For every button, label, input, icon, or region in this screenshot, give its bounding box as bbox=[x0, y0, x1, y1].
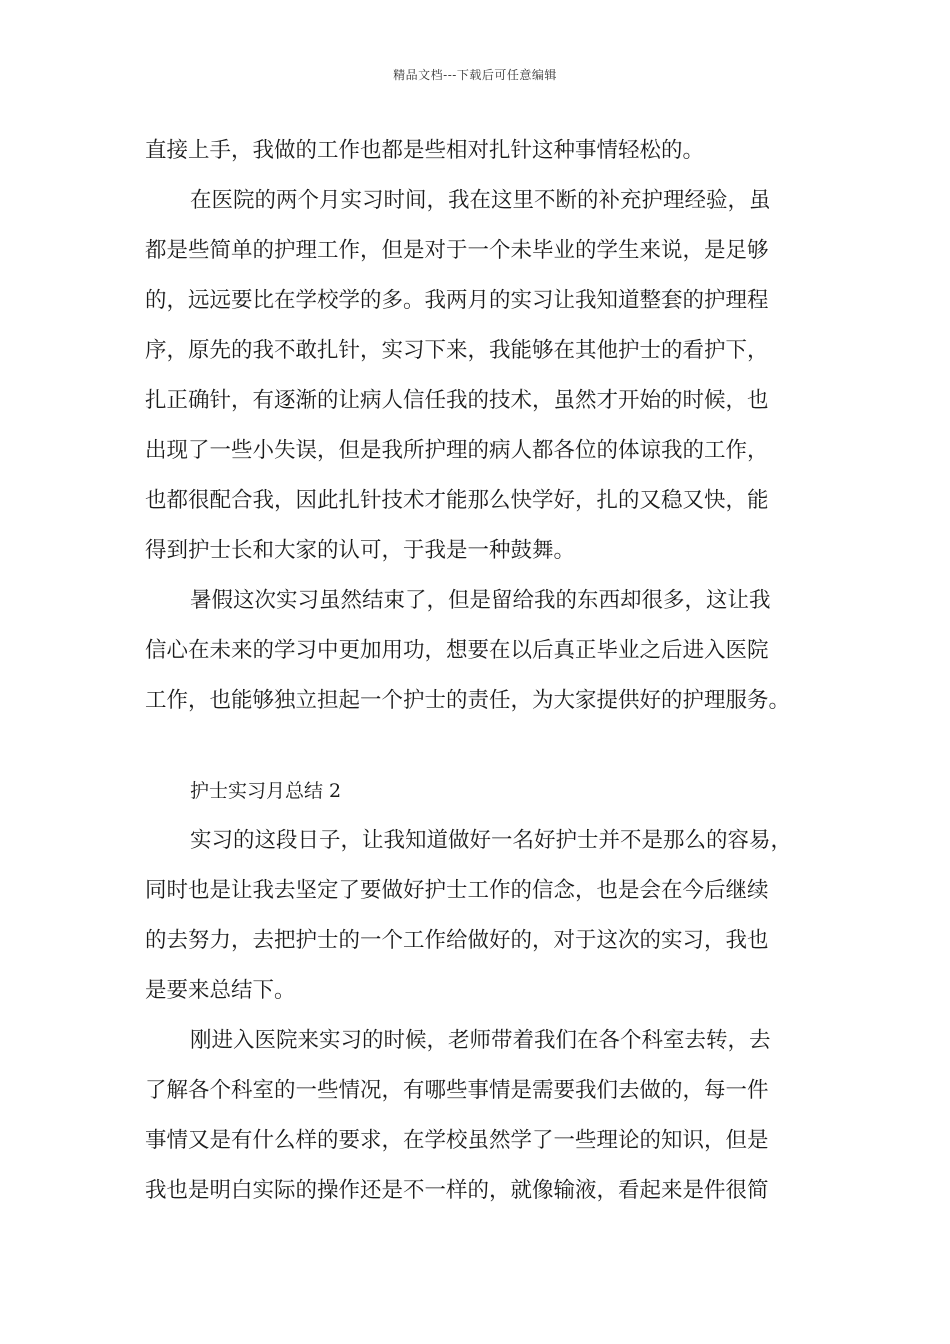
section-gap bbox=[145, 726, 815, 766]
text-line: 刚进入医院来实习的时候，老师带着我们在各个科室去转，去 bbox=[190, 1028, 771, 1053]
text-line: 暑假这次实习虽然结束了，但是留给我的东西却很多，这让我 bbox=[190, 588, 771, 613]
text-line: 在医院的两个月实习时间，我在这里不断的补充护理经验，虽 bbox=[190, 188, 771, 213]
paragraph-4 bbox=[145, 816, 815, 1016]
text-line: 的去努力，去把护士的一个工作给做好的，对于这次的实习，我也 bbox=[145, 928, 769, 953]
text-line: 是要来总结下。 bbox=[145, 978, 296, 1003]
text-line: 了解各个科室的一些情况，有哪些事情是需要我们去做的，每一件 bbox=[145, 1078, 769, 1103]
text-line: 直接上手，我做的工作也都是些相对扎针这种事情轻松的。 bbox=[145, 138, 705, 163]
text-line: 出现了一些小失误，但是我所护理的病人都各位的体谅我的工作， bbox=[145, 438, 769, 463]
text-line: 的，远远要比在学校学的多。我两月的实习让我知道整套的护理程 bbox=[145, 288, 769, 313]
text-line: 信心在未来的学习中更加用功，想要在以后真正毕业之后进入医院 bbox=[145, 638, 769, 663]
paragraph-2 bbox=[145, 176, 815, 576]
document-body bbox=[145, 126, 815, 1216]
text-line: 同时也是让我去坚定了要做好护士工作的信念，也是会在今后继续 bbox=[145, 878, 769, 903]
text-line: 序，原先的我不敢扎针，实习下来，我能够在其他护士的看护下， bbox=[145, 338, 769, 363]
text-line: 都是些简单的护理工作，但是对于一个未毕业的学生来说，是足够 bbox=[145, 238, 769, 263]
text-line: 扎正确针，有逐渐的让病人信任我的技术，虽然才开始的时候，也 bbox=[145, 388, 769, 413]
section-title: 护士实习月总结 2 bbox=[190, 780, 342, 802]
text-line: 得到护士长和大家的认可，于我是一种鼓舞。 bbox=[145, 538, 576, 563]
paragraph-1 bbox=[145, 126, 815, 176]
paragraph-3 bbox=[145, 576, 815, 726]
paragraph-5 bbox=[145, 1016, 815, 1216]
text-line: 实习的这段日子，让我知道做好一名好护士并不是那么的容易， bbox=[190, 828, 793, 853]
text-line: 也都很配合我，因此扎针技术才能那么快学好，扎的又稳又快，能 bbox=[145, 488, 769, 513]
text-line: 事情又是有什么样的要求，在学校虽然学了一些理论的知识，但是 bbox=[145, 1128, 769, 1153]
text-line: 工作，也能够独立担起一个护士的责任，为大家提供好的护理服务。 bbox=[145, 688, 791, 713]
page-header: 精品文档---下载后可任意编辑 bbox=[393, 68, 557, 82]
text-line: 我也是明白实际的操作还是不一样的，就像输液，看起来是件很简 bbox=[145, 1178, 769, 1203]
